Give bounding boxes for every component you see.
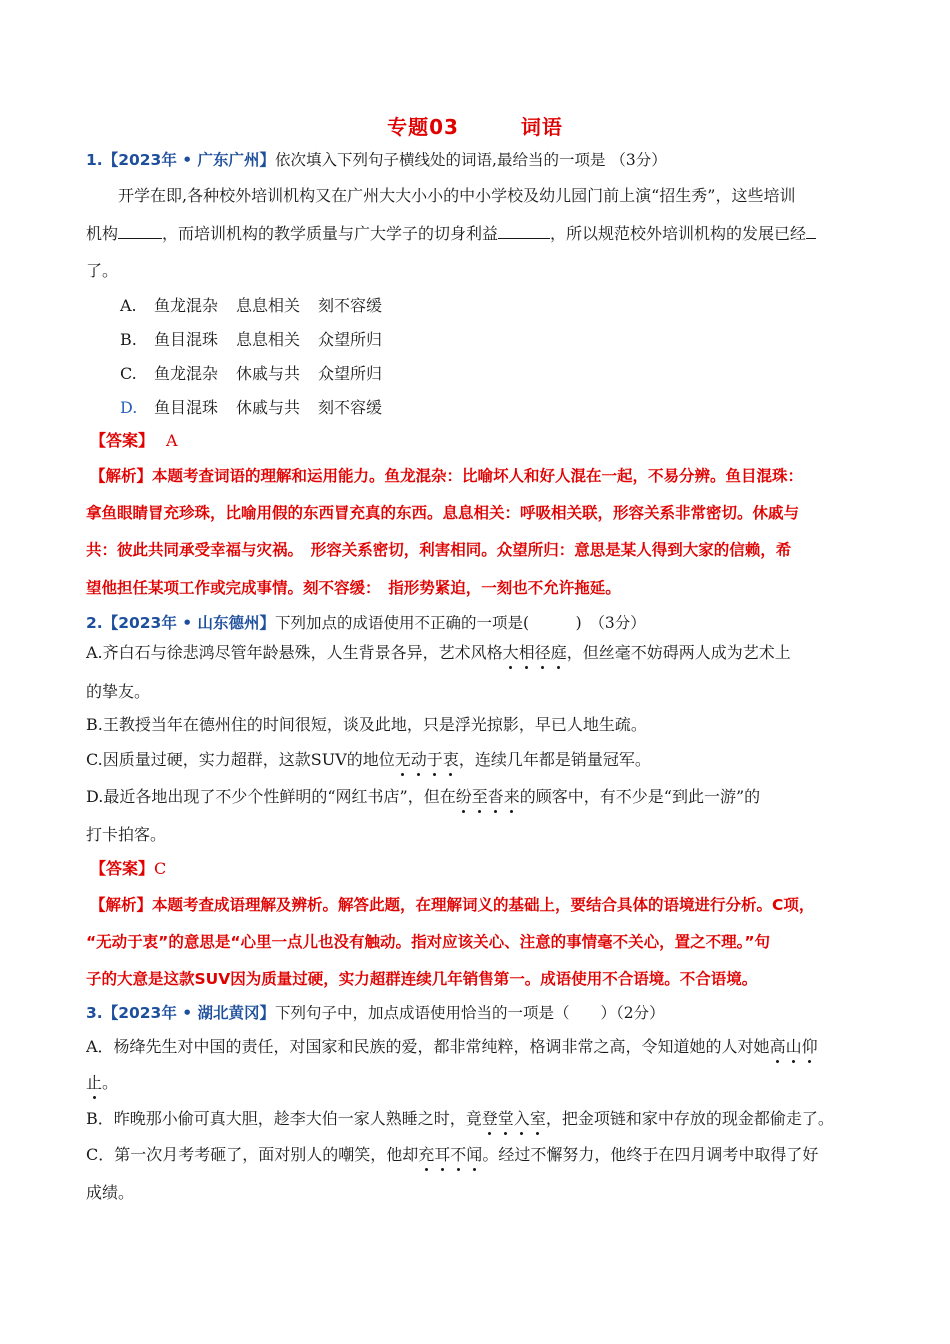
idiom-char: 掠 [486, 715, 503, 734]
q2-analysis-line1 [90, 893, 880, 917]
q1-passage-line1: 开学在即,各种校外培训机构又在广州大大小小的中小学校及幼儿园门前上演“招生秀”，这些培训 [118, 186, 796, 205]
dotted-char: 至 [471, 787, 488, 806]
analysis-text: 本题考查词语的理解和运用能力。鱼龙混杂：比喻坏人和好人混在一起，不易分辨。鱼目混珠： [152, 467, 804, 485]
option-word: 鱼目混珠 [154, 330, 219, 349]
q1-answer [90, 429, 880, 453]
answer-key: 【答案】 [90, 431, 155, 450]
q1-analysis-line3: 共：彼此共同承受幸福与灾祸。 形容关系密切，利害相同。众望所归：意思是某人得到大家的信赖，希 [86, 541, 792, 559]
answer-value: C [154, 859, 167, 878]
q2-analysis-line2: “无动于衷”的意思是“心里一点儿也没有触动。指对应该关心、注意的事情毫不关心，置之不理。”句 [86, 933, 771, 951]
answer-value: A [166, 431, 178, 450]
dotted-char: 止 [86, 1073, 103, 1092]
dotted-char: 于 [426, 750, 443, 769]
dotted-char: 纷 [455, 787, 472, 806]
option-word: 鱼龙混杂 [154, 296, 219, 315]
dotted-char: 耳 [434, 1145, 451, 1164]
q1-passage-line2 [86, 222, 880, 246]
option-label: D. [120, 398, 138, 417]
sentence-text: ，但丝毫不妨碍两人成为艺术上 [566, 643, 791, 662]
dotted-char: 沓 [487, 787, 504, 806]
q3-option-a-line2 [86, 1071, 880, 1095]
dotted-char: 山 [785, 1037, 802, 1056]
q2-stem: 下列加点的成语使用不正确的一项是( ) （3分） [275, 614, 646, 632]
dotted-char: 闻 [466, 1145, 483, 1164]
q1-blank-2 [498, 222, 550, 239]
option-word: 鱼龙混杂 [154, 364, 219, 383]
q2-option-c [86, 748, 880, 772]
option-word: 息息相关 [236, 296, 301, 315]
option-word: 休戚与共 [236, 364, 301, 383]
q2-source: 【2023年 • 山东德州】 [102, 614, 276, 632]
option-word: 刻不容缓 [318, 296, 383, 315]
q1-passage-text: 机构 [86, 224, 119, 243]
dotted-char: 室 [529, 1109, 546, 1128]
analysis-key: 【解析】 [90, 896, 153, 914]
q2-option-a-line1 [86, 641, 880, 665]
q1-analysis-line4: 望他担任某项工作或完成事情。刻不容缓： 指形势紧迫，一刻也不允许拖延。 [86, 579, 621, 597]
dotted-char: 大 [502, 643, 519, 662]
q1-option-d [120, 396, 880, 420]
option-label: A. [120, 296, 137, 315]
q2-option-d-line1 [86, 785, 880, 809]
q2-heading [86, 611, 880, 635]
analysis-text: 本题考查成语理解及辨析。解答此题，在理解词义的基础上，要结合具体的语境进行分析。C项， [152, 896, 815, 914]
q3-heading [86, 1001, 880, 1025]
option-label: B. [120, 330, 137, 349]
q3-option-c-line1 [86, 1143, 880, 1167]
dotted-char: 高 [769, 1037, 786, 1056]
q1-option-b [120, 328, 880, 352]
option-word: 众望所归 [318, 364, 383, 383]
dotted-char: 不 [450, 1145, 467, 1164]
q1-blank-3 [806, 222, 816, 239]
q2-analysis-line3: 子的大意是这款SUV因为质量过硬，实力超群连续几年销售第一。成语使用不合语境。不合语境。 [86, 970, 758, 988]
page-title [0, 111, 950, 140]
sentence-text: ，早已人地生疏。 [518, 715, 647, 734]
q1-analysis-line1 [90, 464, 880, 488]
q1-option-c [120, 362, 880, 386]
q1-passage-line3: 了。 [86, 261, 119, 280]
idiom-char: 浮 [454, 715, 471, 734]
option-word: 刻不容缓 [318, 398, 383, 417]
sentence-text: A.齐白石与徐悲鸿尽管年龄悬殊，人生背景各异，艺术风格 [86, 643, 503, 662]
sentence-text: 的顾客中，有不少是“到此一游”的 [519, 787, 761, 806]
dotted-char: 相 [518, 643, 535, 662]
q2-option-b [86, 713, 880, 737]
q3-stem: 下列句子中，加点成语使用恰当的一项是（ ）（2分） [275, 1004, 665, 1022]
option-label: C. [120, 364, 137, 383]
idiom-char: 光 [470, 715, 487, 734]
dotted-char: 登 [481, 1109, 498, 1128]
option-word: 众望所归 [318, 330, 383, 349]
dotted-char: 入 [513, 1109, 530, 1128]
q1-source: 【2023年 • 广东广州】 [102, 151, 276, 169]
q1-heading [86, 148, 880, 172]
q3-source: 【2023年 • 湖北黄冈】 [102, 1004, 276, 1022]
title-topic-number: 专题03 [387, 115, 459, 139]
q1-stem: 依次填入下列句子横线处的词语,最给当的一项是 （3分） [275, 151, 667, 169]
sentence-text: ，把金项链和家中存放的现金都偷走了。 [545, 1109, 834, 1128]
dotted-char: 庭 [550, 643, 567, 662]
q3-option-c-line2: 成绩。 [86, 1183, 135, 1202]
sentence-text: B．昨晚那小偷可真大胆，趁李大伯一家人熟睡之时，竟 [86, 1109, 482, 1128]
option-word: 休戚与共 [236, 398, 301, 417]
q2-option-a-line2: 的挚友。 [86, 682, 151, 701]
dotted-char: 来 [503, 787, 520, 806]
q3-option-a-line1 [86, 1035, 880, 1059]
dotted-char: 充 [418, 1145, 435, 1164]
sentence-text: 。 [102, 1073, 119, 1092]
sentence-text: 。经过不懈努力，他终于在四月调考中取得了好 [482, 1145, 819, 1164]
q1-passage-text: ，所以规范校外培训机构的发展已经 [550, 224, 807, 243]
q1-analysis-line2: 拿鱼眼睛冒充珍珠，比喻用假的东西冒充真的东西。息息相关：呼吸相关联，形容关系非常密切。休戚与 [86, 504, 800, 522]
q2-number: 2. [86, 614, 103, 632]
q2-option-d-line2: 打卡拍客。 [86, 825, 167, 844]
q1-passage-text: ，而培训机构的教学质量与广大学子的切身利益 [162, 224, 499, 243]
option-word: 鱼目混珠 [154, 398, 219, 417]
dotted-char: 仰 [801, 1037, 818, 1056]
q3-option-b [86, 1107, 880, 1131]
dotted-char: 无 [394, 750, 411, 769]
q3-number: 3. [86, 1004, 103, 1022]
idiom-char: 影 [502, 715, 519, 734]
answer-key: 【答案】 [90, 859, 155, 878]
sentence-text: ，连续几年都是销量冠军。 [458, 750, 651, 769]
dotted-char: 动 [410, 750, 427, 769]
sentence-text: C．第一次月考考砸了，面对别人的嘲笑，他却 [86, 1145, 419, 1164]
option-word: 息息相关 [236, 330, 301, 349]
dotted-char: 衷 [442, 750, 459, 769]
dotted-char: 堂 [497, 1109, 514, 1128]
sentence-text: C.因质量过硬，实力超群，这款SUV的地位 [86, 750, 395, 769]
title-topic-name: 词语 [520, 115, 563, 139]
q1-option-a [120, 294, 880, 318]
q1-number: 1. [86, 151, 103, 169]
sentence-text: B.王教授当年在德州住的时间很短，谈及此地，只是 [86, 715, 455, 734]
analysis-key: 【解析】 [90, 467, 153, 485]
sentence-text: D.最近各地出现了不少个性鲜明的“网红书店”，但在 [86, 787, 456, 806]
q2-answer [90, 857, 880, 881]
dotted-char: 径 [534, 643, 551, 662]
sentence-text: A．杨绛先生对中国的责任，对国家和民族的爱，都非常纯粹，格调非常之高，令知道她的人对她 [86, 1037, 770, 1056]
q1-blank-1 [118, 222, 162, 239]
